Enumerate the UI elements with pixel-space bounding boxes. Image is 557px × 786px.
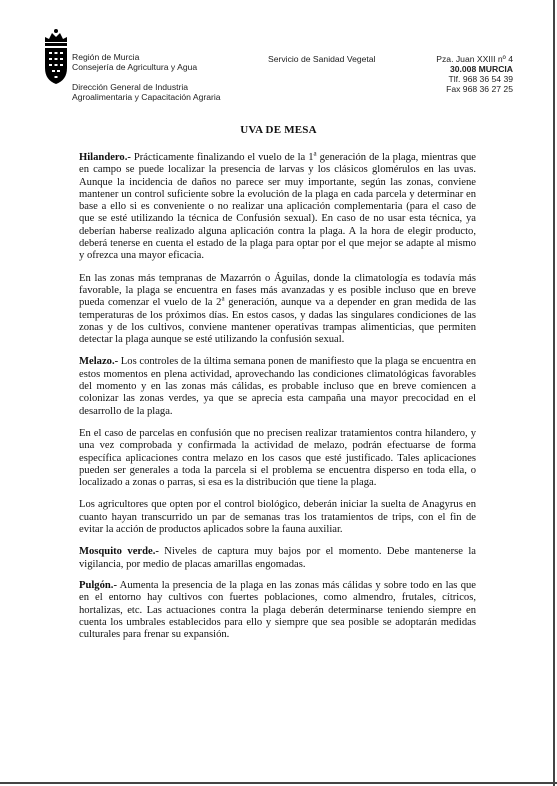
org-region: Región de Murcia bbox=[72, 52, 140, 62]
heading-melazo: Melazo.- bbox=[79, 356, 119, 368]
paragraph-text: Los agricultores que opten por el control biológico, deberán iniciar la suelta de Anagyrus en cuanto hayan transcurrido un par de semanas tras los tratamientos de trips, con el fin de evitar la acción de productos aplicados sobre la fauna auxiliar. bbox=[79, 499, 476, 536]
document-title: UVA DE MESA bbox=[240, 124, 317, 136]
page-edge-right bbox=[553, 0, 555, 786]
service-name: Servicio de Sanidad Vegetal bbox=[268, 54, 376, 64]
paragraph-text: En las zonas más tempranas de Mazarrón o Águilas, donde la climatología es todavía más favorable, la plaga se encuentra en fases más avanzadas y es posible incluso que en breve pueda comenzar el vuelo de la 2 bbox=[79, 272, 476, 309]
paragraph-text: Los controles de la última semana ponen de manifiesto que la plaga se encuentra en estos momentos en plena actividad, aprovechando las condiciones climatológicas favorables del momento y en las zonas más cálidas, es probable incluso que en breve comiencen a colonizar las zonas verdes, ya que se aprecia esta campaña una mayor precocidad en el desarrollo de la plaga. bbox=[79, 356, 476, 417]
paragraph-mosquito-verde bbox=[79, 546, 476, 571]
paragraph-text: generación de la plaga, mientras que en campo se puede localizar la presencia de larvas y los clásicos glomérulos en las uvas. Aunque la incidencia de daños no parece ser muy importante, según las zonas, conviene mantener un control suficiente sobre la evolución de la plaga en cada parcela y determinar en base a ello si es conveniente o no realizar una aplicación complementaria (para el caso de que se esté utilizando la técnica de Confusión sexual). En caso de no usar esta técnica, ya deberían haberse realizado alguna aplicación contra la plaga. A la hora de elegir producto, deberá tenerse en cuenta el estado de la plaga para optar por el que mejor se adapte al mismo y ofrezca una mayor eficacia. bbox=[79, 152, 476, 262]
heading-hilandero: Hilandero.- bbox=[79, 152, 131, 163]
address-block bbox=[436, 54, 513, 94]
org-direccion: Dirección General de Industria bbox=[72, 82, 189, 92]
org-consejeria: Consejería de Agricultura y Agua bbox=[72, 62, 198, 72]
paragraph-text: Prácticamente finalizando el vuelo de la 1 bbox=[130, 152, 314, 163]
address-city: 30.008 MURCIA bbox=[449, 64, 513, 74]
address-phone: Tlf. 968 36 54 39 bbox=[448, 74, 513, 84]
paragraph-control-biologico bbox=[79, 499, 476, 536]
address-street: Pza. Juan XXIII nº 4 bbox=[436, 54, 513, 64]
paragraph-melazo bbox=[79, 356, 476, 417]
region-de-murcia-crest-icon bbox=[40, 28, 72, 90]
ordinal-superscript: a bbox=[221, 294, 225, 303]
paragraph-text: Aumenta la presencia de la plaga en las zonas más cálidas y sobre todo en las que en el entorno hay cultivos con fuertes poblaciones, como almendro, frutales, cítricos, hortalizas, etc. Las actuaciones contra la plaga deberán determinarse teniendo siempre en cuenta los umbrales establecidos para ello y siempre que sea posible se adoptarán medidas culturales para frenar su expansión. bbox=[79, 579, 476, 641]
org-direccion-2: Agroalimentaria y Capacitación Agraria bbox=[72, 92, 221, 102]
paragraph-hilandero bbox=[79, 149, 476, 263]
paragraph-pulgon bbox=[79, 580, 476, 641]
page-edge-bottom bbox=[0, 782, 557, 784]
paragraph-confusion bbox=[79, 428, 476, 489]
heading-pulgon: Pulgón.- bbox=[79, 579, 117, 591]
paragraph-text: Niveles de captura muy bajos por el momento. Debe mantenerse la vigilancia, por medio de placas amarillas engomadas. bbox=[79, 546, 476, 570]
document-body bbox=[79, 149, 476, 651]
organization-block bbox=[72, 52, 221, 102]
paragraph-text: generación, aunque va a depender en gran medida de las temperaturas de los próximos días. En estos casos, y dadas las singulares condiciones de las zonas y de los cultivos, conviene mantener operativas trampas alimenticias, que permiten detectar la plaga aunque se esté utilizando la confusión sexual. bbox=[79, 297, 476, 346]
address-fax: Fax 968 36 27 25 bbox=[446, 84, 513, 94]
ordinal-superscript: a bbox=[313, 149, 317, 158]
paragraph-zonas-tempranas bbox=[79, 273, 476, 347]
heading-mosquito-verde: Mosquito verde.- bbox=[79, 546, 159, 558]
letterhead bbox=[0, 0, 553, 120]
paragraph-text: En el caso de parcelas en confusión que no precisen realizar tratamientos contra hilandero, y una vez comprobada y confirmada la actividad de melazo, podrán efectuarse de forma específica aplicaciones contra melazo en los casos que esté justificado. Tales aplicaciones pueden ser generales a toda la parcela si el problema se encuentra disperso en toda ella, o localizado a zonas o parras, si esa es la distribución que tiene la plaga. bbox=[79, 427, 476, 489]
